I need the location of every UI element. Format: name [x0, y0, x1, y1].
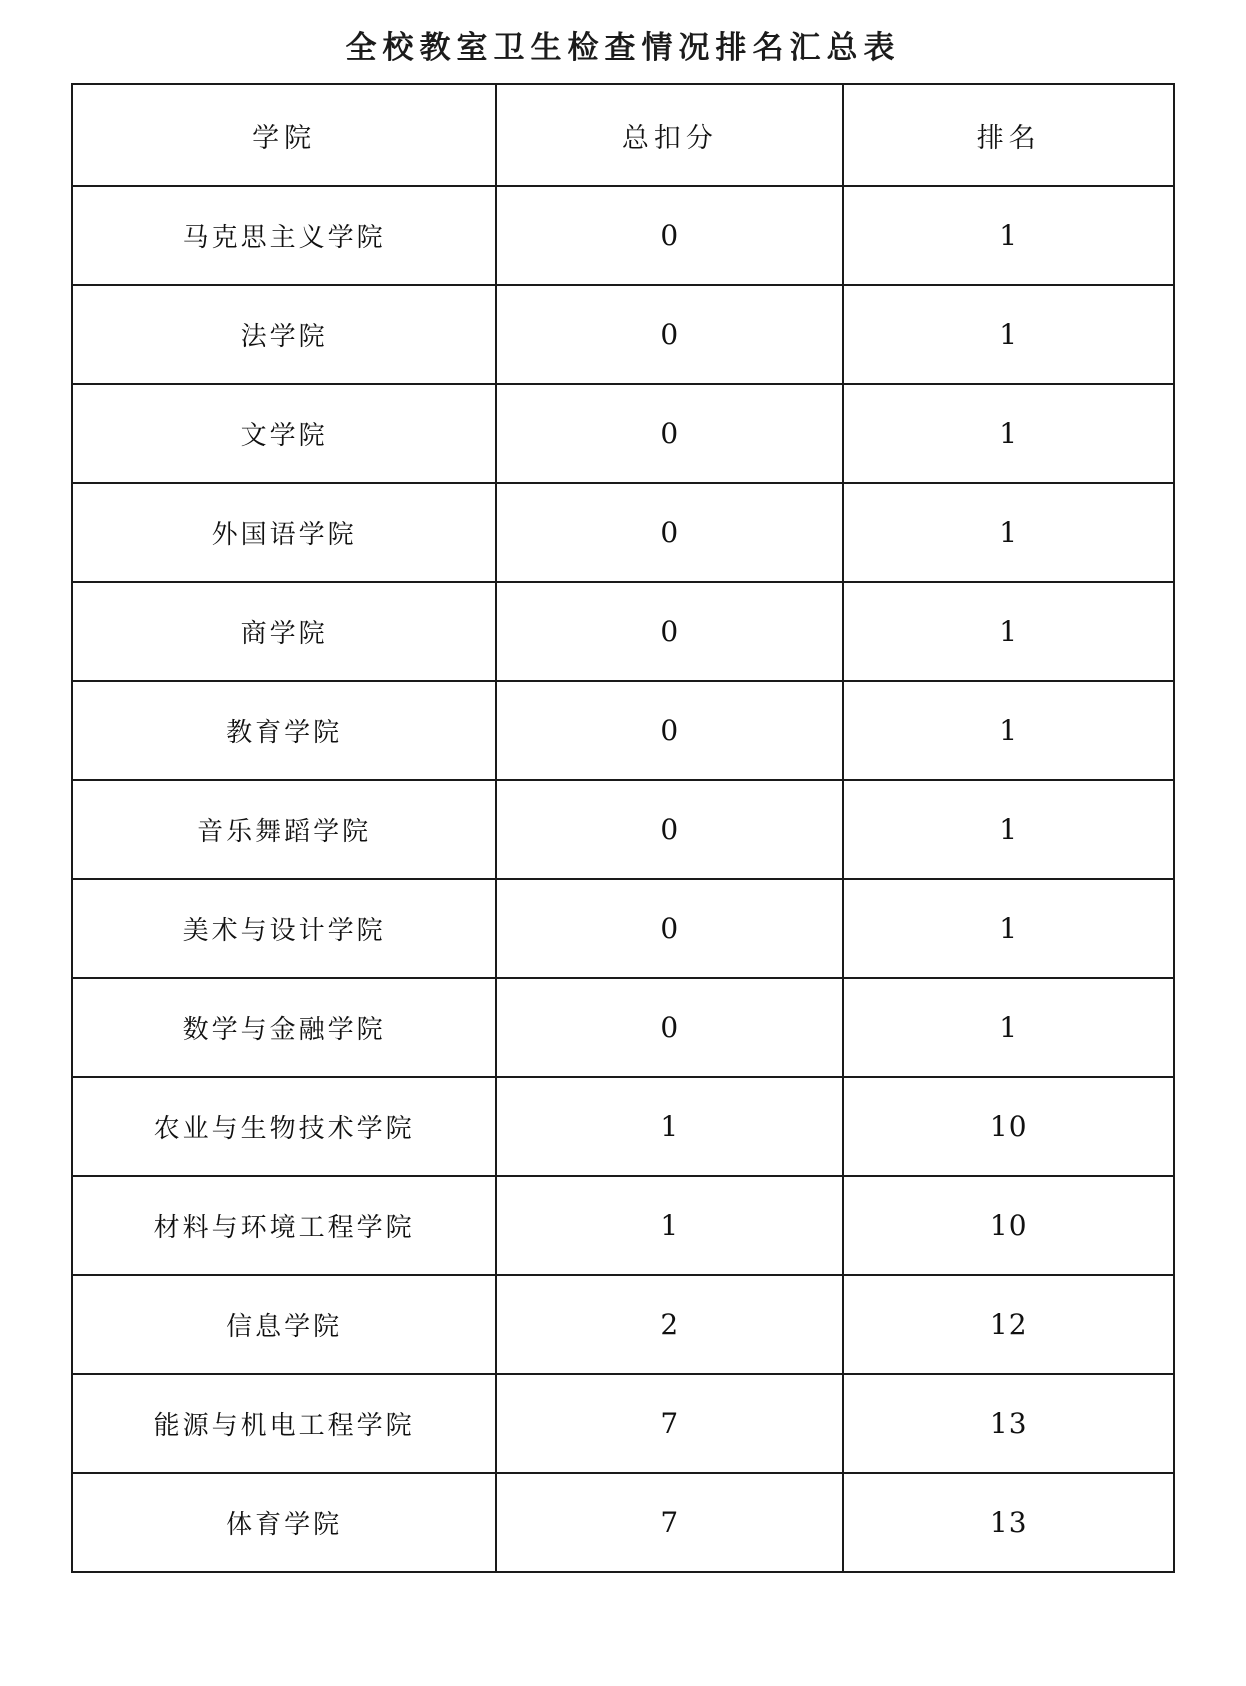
column-header-rank: 排名: [843, 84, 1174, 186]
cell-rank: 1: [843, 384, 1174, 483]
table-row: [72, 1374, 1174, 1473]
cell-rank: 1: [843, 681, 1174, 780]
table-row: [72, 780, 1174, 879]
cell-college: 法学院: [72, 285, 496, 384]
cell-rank: 13: [843, 1374, 1174, 1473]
cell-rank: 12: [843, 1275, 1174, 1374]
cell-score: 0: [496, 186, 843, 285]
cell-score: 0: [496, 879, 843, 978]
cell-rank: 1: [843, 582, 1174, 681]
page-title: 全校教室卫生检查情况排名汇总表: [345, 30, 901, 66]
cell-college: 音乐舞蹈学院: [72, 780, 496, 879]
cell-college: 材料与环境工程学院: [72, 1176, 496, 1275]
cell-score: 0: [496, 483, 843, 582]
cell-rank: 1: [843, 780, 1174, 879]
table-row: [72, 681, 1174, 780]
cell-score: 1: [496, 1176, 843, 1275]
cell-score: 7: [496, 1374, 843, 1473]
table-row: [72, 978, 1174, 1077]
cell-score: 2: [496, 1275, 843, 1374]
cell-college: 数学与金融学院: [72, 978, 496, 1077]
cell-college: 外国语学院: [72, 483, 496, 582]
cell-rank: 10: [843, 1176, 1174, 1275]
table-row: [72, 879, 1174, 978]
column-header-college: 学院: [72, 84, 496, 186]
table-row: [72, 285, 1174, 384]
table-container: [71, 83, 1175, 1573]
cell-score: 0: [496, 780, 843, 879]
cell-college: 教育学院: [72, 681, 496, 780]
cell-rank: 1: [843, 978, 1174, 1077]
cell-rank: 13: [843, 1473, 1174, 1572]
cell-score: 0: [496, 978, 843, 1077]
table-row: [72, 1473, 1174, 1572]
table-body: [72, 186, 1174, 1572]
cell-college: 文学院: [72, 384, 496, 483]
document-page: [0, 22, 1246, 1686]
table-row: [72, 582, 1174, 681]
cell-rank: 10: [843, 1077, 1174, 1176]
cell-college: 信息学院: [72, 1275, 496, 1374]
cell-score: 1: [496, 1077, 843, 1176]
cell-score: 0: [496, 681, 843, 780]
table-header: [72, 84, 1174, 186]
cell-rank: 1: [843, 879, 1174, 978]
table-row: [72, 186, 1174, 285]
cell-score: 0: [496, 582, 843, 681]
cell-college: 体育学院: [72, 1473, 496, 1572]
cell-college: 美术与设计学院: [72, 879, 496, 978]
table-row: [72, 1176, 1174, 1275]
cell-rank: 1: [843, 483, 1174, 582]
cell-college: 马克思主义学院: [72, 186, 496, 285]
cell-college: 能源与机电工程学院: [72, 1374, 496, 1473]
table-row: [72, 1275, 1174, 1374]
cell-rank: 1: [843, 186, 1174, 285]
column-header-score: 总扣分: [496, 84, 843, 186]
hygiene-ranking-table: [71, 83, 1175, 1573]
cell-rank: 1: [843, 285, 1174, 384]
table-row: [72, 384, 1174, 483]
cell-score: 0: [496, 285, 843, 384]
cell-score: 7: [496, 1473, 843, 1572]
table-header-row: [72, 84, 1174, 186]
cell-score: 0: [496, 384, 843, 483]
table-row: [72, 1077, 1174, 1176]
cell-college: 商学院: [72, 582, 496, 681]
table-row: [72, 483, 1174, 582]
cell-college: 农业与生物技术学院: [72, 1077, 496, 1176]
